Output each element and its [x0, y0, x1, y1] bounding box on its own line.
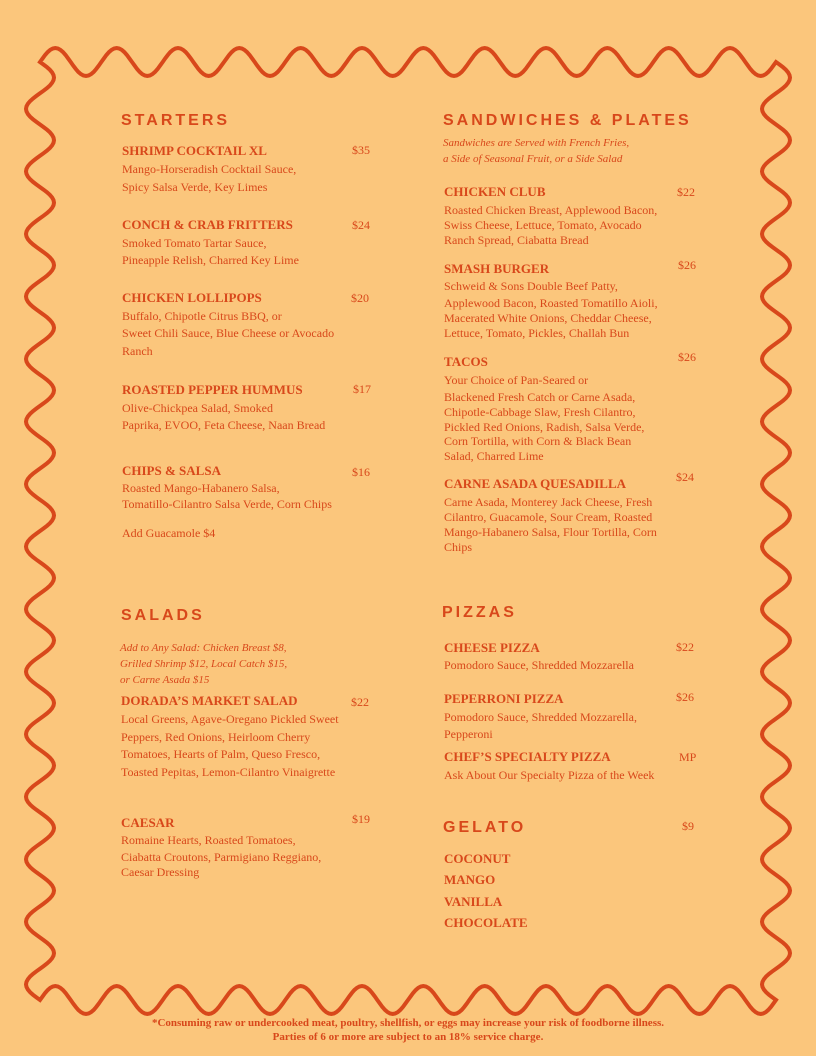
item-quesadilla-desc-1: Carne Asada, Monterey Jack Cheese, Fresh [444, 495, 653, 509]
item-smash-burger-desc-3: Macerated White Onions, Cheddar Cheese, [444, 311, 652, 325]
item-pepperoni-pizza-name: PEPERRONI PIZZA [444, 691, 564, 706]
item-smash-burger-desc-4: Lettuce, Tomato, Pickles, Challah Bun [444, 326, 630, 340]
item-chicken-lollipops-desc-2: Sweet Chili Sauce, Blue Cheese or Avocado [122, 326, 335, 340]
item-chicken-club-desc-1: Roasted Chicken Breast, Applewood Bacon, [444, 203, 658, 217]
sandwiches-note-2: a Side of Seasonal Fruit, or a Side Salad [443, 153, 623, 165]
item-tacos-desc-2: Blackened Fresh Catch or Carne Asada, [444, 390, 636, 404]
item-chicken-club-name: CHICKEN CLUB [444, 184, 546, 199]
gelato-price: $9 [682, 819, 694, 833]
item-pepperoni-pizza-desc-1: Pomodoro Sauce, Shredded Mozzarella, [444, 710, 637, 724]
item-caesar-desc-2: Ciabatta Croutons, Parmigiano Reggiano, [121, 850, 322, 864]
item-tacos-desc-6: Salad, Charred Lime [444, 449, 544, 463]
item-shrimp-cocktail-name: SHRIMP COCKTAIL XL [122, 143, 267, 158]
item-caesar-price: $19 [352, 812, 370, 826]
item-caesar-desc-3: Caesar Dressing [121, 865, 200, 879]
item-caesar-name: CAESAR [121, 815, 175, 830]
item-conch-fritters-name: CONCH & CRAB FRITTERS [122, 217, 293, 232]
salads-heading: SALADS [121, 607, 205, 624]
item-hummus-name: ROASTED PEPPER HUMMUS [122, 382, 303, 397]
starters-heading: STARTERS [121, 112, 231, 129]
item-chicken-lollipops-name: CHICKEN LOLLIPOPS [122, 290, 262, 305]
item-specialty-pizza-desc-1: Ask About Our Specialty Pizza of the Week [444, 768, 655, 782]
gelato-flavor-vanilla: VANILLA [444, 894, 503, 909]
item-tacos-price: $26 [678, 350, 696, 364]
item-specialty-pizza-name: CHEF’S SPECIALTY PIZZA [444, 749, 611, 764]
item-quesadilla-desc-3: Mango-Habanero Salsa, Flour Tortilla, Corn [444, 525, 657, 539]
item-tacos-desc-5: Corn Tortilla, with Corn & Black Bean [444, 434, 632, 448]
sandwiches-note-1: Sandwiches are Served with French Fries, [443, 137, 630, 149]
item-quesadilla-desc-4: Chips [444, 540, 473, 554]
item-chips-salsa-desc-2: Tomatillo-Cilantro Salsa Verde, Corn Chips [122, 497, 332, 511]
item-shrimp-cocktail-price: $35 [352, 143, 370, 157]
item-conch-fritters-desc-2: Pineapple Relish, Charred Key Lime [122, 253, 299, 267]
footer-service-charge-notice: Parties of 6 or more are subject to an 18% service charge. [272, 1031, 544, 1043]
item-chips-salsa-name: CHIPS & SALSA [122, 463, 221, 478]
footer-food-safety-notice: *Consuming raw or undercooked meat, poultry, shellfish, or eggs may increase your risk of foodborne illness. [151, 1017, 665, 1029]
item-chicken-lollipops-price: $20 [351, 291, 369, 305]
item-chips-salsa-price: $16 [352, 465, 370, 479]
item-quesadilla-desc-2: Cilantro, Guacamole, Sour Cream, Roasted [444, 510, 653, 524]
item-market-salad-price: $22 [351, 695, 369, 709]
item-market-salad-desc-1: Local Greens, Agave-Oregano Pickled Sweet [121, 712, 339, 726]
item-cheese-pizza-name: CHEESE PIZZA [444, 640, 540, 655]
item-market-salad-desc-2: Peppers, Red Onions, Heirloom Cherry [121, 730, 311, 744]
gelato-flavor-mango: MANGO [444, 872, 496, 887]
item-pepperoni-pizza-desc-2: Pepperoni [444, 727, 493, 741]
item-quesadilla-price: $24 [676, 470, 694, 484]
item-market-salad-desc-3: Tomatoes, Hearts of Palm, Queso Fresco, [121, 747, 321, 761]
gelato-heading: GELATO [443, 819, 527, 836]
salads-note-1: Add to Any Salad: Chicken Breast $8, [120, 642, 287, 654]
item-conch-fritters-price: $24 [352, 218, 370, 232]
item-shrimp-cocktail-desc-1: Mango-Horseradish Cocktail Sauce, [122, 162, 297, 176]
pizzas-heading: PIZZAS [442, 604, 517, 621]
item-caesar-desc-1: Romaine Hearts, Roasted Tomatoes, [121, 833, 296, 847]
item-smash-burger-price: $26 [678, 258, 696, 272]
gelato-flavor-chocolate: CHOCOLATE [444, 915, 528, 930]
item-chicken-lollipops-desc-3: Ranch [122, 344, 153, 358]
gelato-flavor-coconut: COCONUT [444, 851, 511, 866]
item-cheese-pizza-desc-1: Pomodoro Sauce, Shredded Mozzarella [444, 658, 634, 672]
sandwiches-heading: SANDWICHES & PLATES [443, 112, 692, 129]
item-cheese-pizza-price: $22 [676, 640, 694, 654]
item-smash-burger-desc-1: Schweid & Sons Double Beef Patty, [444, 279, 618, 293]
item-specialty-pizza-price: MP [679, 750, 697, 764]
item-chicken-club-desc-3: Ranch Spread, Ciabatta Bread [444, 233, 589, 247]
item-chips-salsa-desc-1: Roasted Mango-Habanero Salsa, [122, 481, 280, 495]
item-smash-burger-name: SMASH BURGER [444, 261, 550, 276]
item-tacos-desc-4: Pickled Red Onions, Radish, Salsa Verde, [444, 420, 645, 434]
item-tacos-name: TACOS [444, 354, 488, 369]
item-chicken-club-price: $22 [677, 185, 695, 199]
item-chicken-club-desc-2: Swiss Cheese, Lettuce, Tomato, Avocado [444, 218, 642, 232]
item-tacos-desc-1: Your Choice of Pan-Seared or [444, 373, 589, 387]
item-quesadilla-name: CARNE ASADA QUESADILLA [444, 476, 627, 491]
item-market-salad-desc-4: Toasted Pepitas, Lemon-Cilantro Vinaigrette [121, 765, 336, 779]
item-pepperoni-pizza-price: $26 [676, 690, 694, 704]
item-shrimp-cocktail-desc-2: Spicy Salsa Verde, Key Limes [122, 180, 268, 194]
salads-note-3: or Carne Asada $15 [120, 674, 210, 686]
item-market-salad-name: DORADA’S MARKET SALAD [121, 693, 298, 708]
item-conch-fritters-desc-1: Smoked Tomato Tartar Sauce, [122, 236, 267, 250]
item-chips-salsa-addon: Add Guacamole $4 [122, 526, 216, 540]
item-smash-burger-desc-2: Applewood Bacon, Roasted Tomatillo Aioli, [444, 296, 658, 310]
item-hummus-desc-2: Paprika, EVOO, Feta Cheese, Naan Bread [122, 418, 326, 432]
item-tacos-desc-3: Chipotle-Cabbage Slaw, Fresh Cilantro, [444, 405, 636, 419]
item-hummus-price: $17 [353, 382, 371, 396]
item-chicken-lollipops-desc-1: Buffalo, Chipotle Citrus BBQ, or [122, 309, 282, 323]
salads-note-2: Grilled Shrimp $12, Local Catch $15, [120, 658, 288, 670]
item-hummus-desc-1: Olive-Chickpea Salad, Smoked [122, 401, 273, 415]
